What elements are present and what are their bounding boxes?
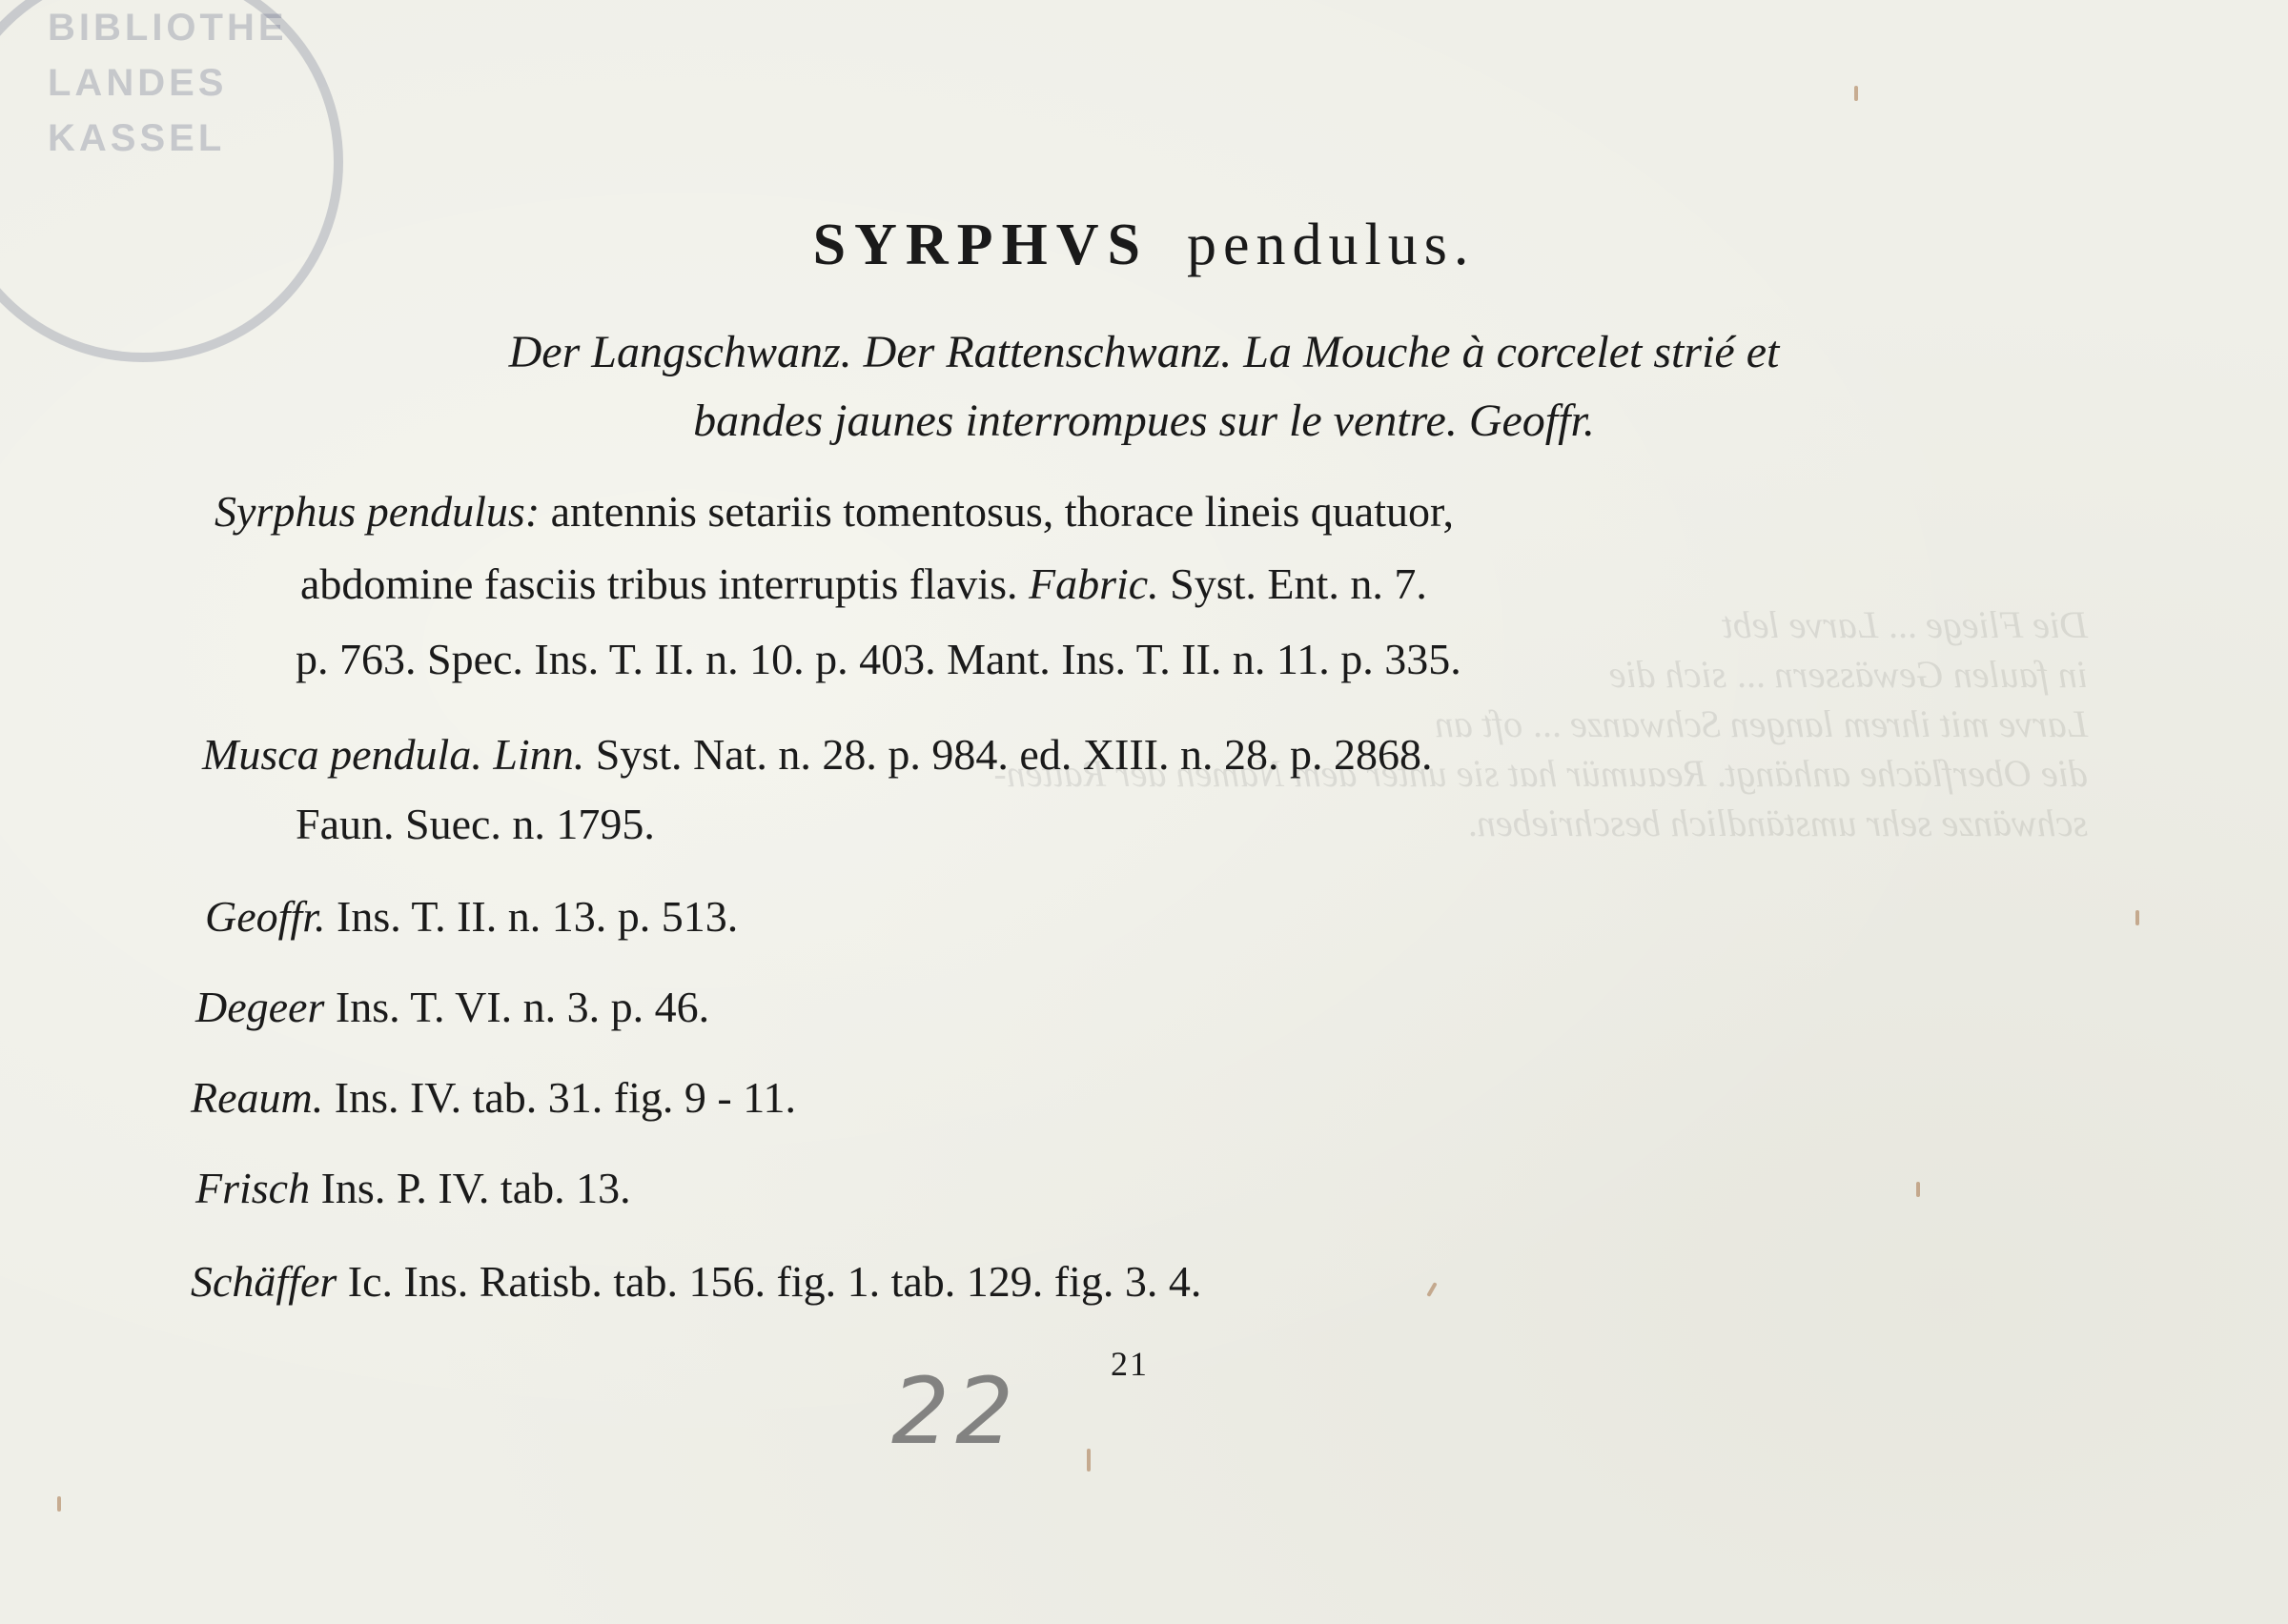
title-epithet: pendulus.	[1187, 213, 1476, 277]
paper-fiber	[57, 1496, 61, 1512]
ref-text: Syst. Nat. n. 28. p. 984. ed. XIII. n. 28. p. 2868.	[595, 730, 1433, 779]
page-number: 21	[1111, 1345, 1149, 1383]
stamp-line: BIBLIOTHE	[48, 7, 288, 49]
ref-author: Frisch	[195, 1164, 311, 1212]
title-genus: SYRPHVS	[812, 213, 1149, 277]
bleed-line: Die Fliege ... Larve lebt	[1722, 603, 2088, 646]
library-stamp	[0, 0, 343, 362]
ref-name: Syrphus pendulus:	[214, 487, 541, 536]
paper-fiber	[1916, 1182, 1920, 1197]
ref-text: Syst. Ent. n. 7.	[1170, 559, 1427, 608]
bleed-line: Larve mit ihrem langen Schwanze ... oft an	[1434, 702, 2088, 745]
ref-text: p. 763. Spec. Ins. T. II. n. 10. p. 403. Mant. Ins. T. II. n. 11. p. 335.	[296, 635, 1461, 683]
reference-linn-line-2	[296, 799, 655, 849]
reference-geoffr	[205, 891, 738, 942]
bleed-line: in faulen Gewässern ... sich die	[1608, 653, 2088, 696]
paper-fiber	[1426, 1282, 1437, 1297]
ref-author: Schäffer	[191, 1257, 337, 1306]
ref-text: antennis setariis tomentosus, thorace lineis quatuor,	[550, 487, 1454, 536]
ref-text: Ins. T. II. n. 13. p. 513.	[337, 892, 739, 941]
common-names-line-2: bandes jaunes interrompues sur le ventre. Geoffr.	[693, 396, 1595, 446]
common-names	[0, 318, 2288, 456]
ref-text: Ic. Ins. Ratisb. tab. 156. fig. 1. tab. 129. fig. 3. 4.	[347, 1257, 1202, 1306]
ref-name: Musca pendula.	[202, 730, 482, 779]
reference-frisch	[195, 1163, 631, 1213]
stamp-line: KASSEL	[48, 117, 226, 159]
reference-fabric-line-1	[214, 486, 1454, 537]
ref-text: abdomine fasciis tribus interruptis flavis.	[300, 559, 1018, 608]
paper-fiber	[1854, 86, 1858, 101]
pencil-annotation: 22	[891, 1358, 1020, 1465]
reference-linn-line-1	[202, 729, 1433, 780]
reference-fabric-line-3	[296, 634, 1461, 684]
ref-text: Faun. Suec. n. 1795.	[296, 800, 655, 848]
reference-reaum	[191, 1072, 796, 1123]
bleed-line: schwänze sehr umständlich beschrieben.	[1466, 802, 2088, 844]
ref-text: Ins. P. IV. tab. 13.	[320, 1164, 631, 1212]
paper-fiber	[1087, 1449, 1091, 1472]
ref-author: Geoffr.	[205, 892, 326, 941]
stamp-line: LANDES	[48, 62, 228, 104]
reference-fabric-line-2	[300, 558, 1427, 609]
ref-author: Linn.	[493, 730, 585, 779]
paper-fiber	[2135, 910, 2139, 925]
bleed-line: die Oberfläche anhängt. Reaumür hat sie unter dem Namen der Ratten-	[993, 752, 2088, 795]
reference-degeer	[195, 982, 709, 1032]
ref-author: Fabric.	[1028, 559, 1159, 608]
ref-text: Ins. T. VI. n. 3. p. 46.	[335, 983, 710, 1031]
ref-author: Degeer	[195, 983, 325, 1031]
ref-text: Ins. IV. tab. 31. fig. 9 - 11.	[334, 1073, 796, 1122]
page-title	[0, 212, 2288, 279]
common-names-line-1: Der Langschwanz. Der Rattenschwanz. La Mouche à corcelet strié et	[508, 327, 1780, 377]
reference-schaeffer	[191, 1256, 1201, 1307]
ref-author: Reaum.	[191, 1073, 324, 1122]
